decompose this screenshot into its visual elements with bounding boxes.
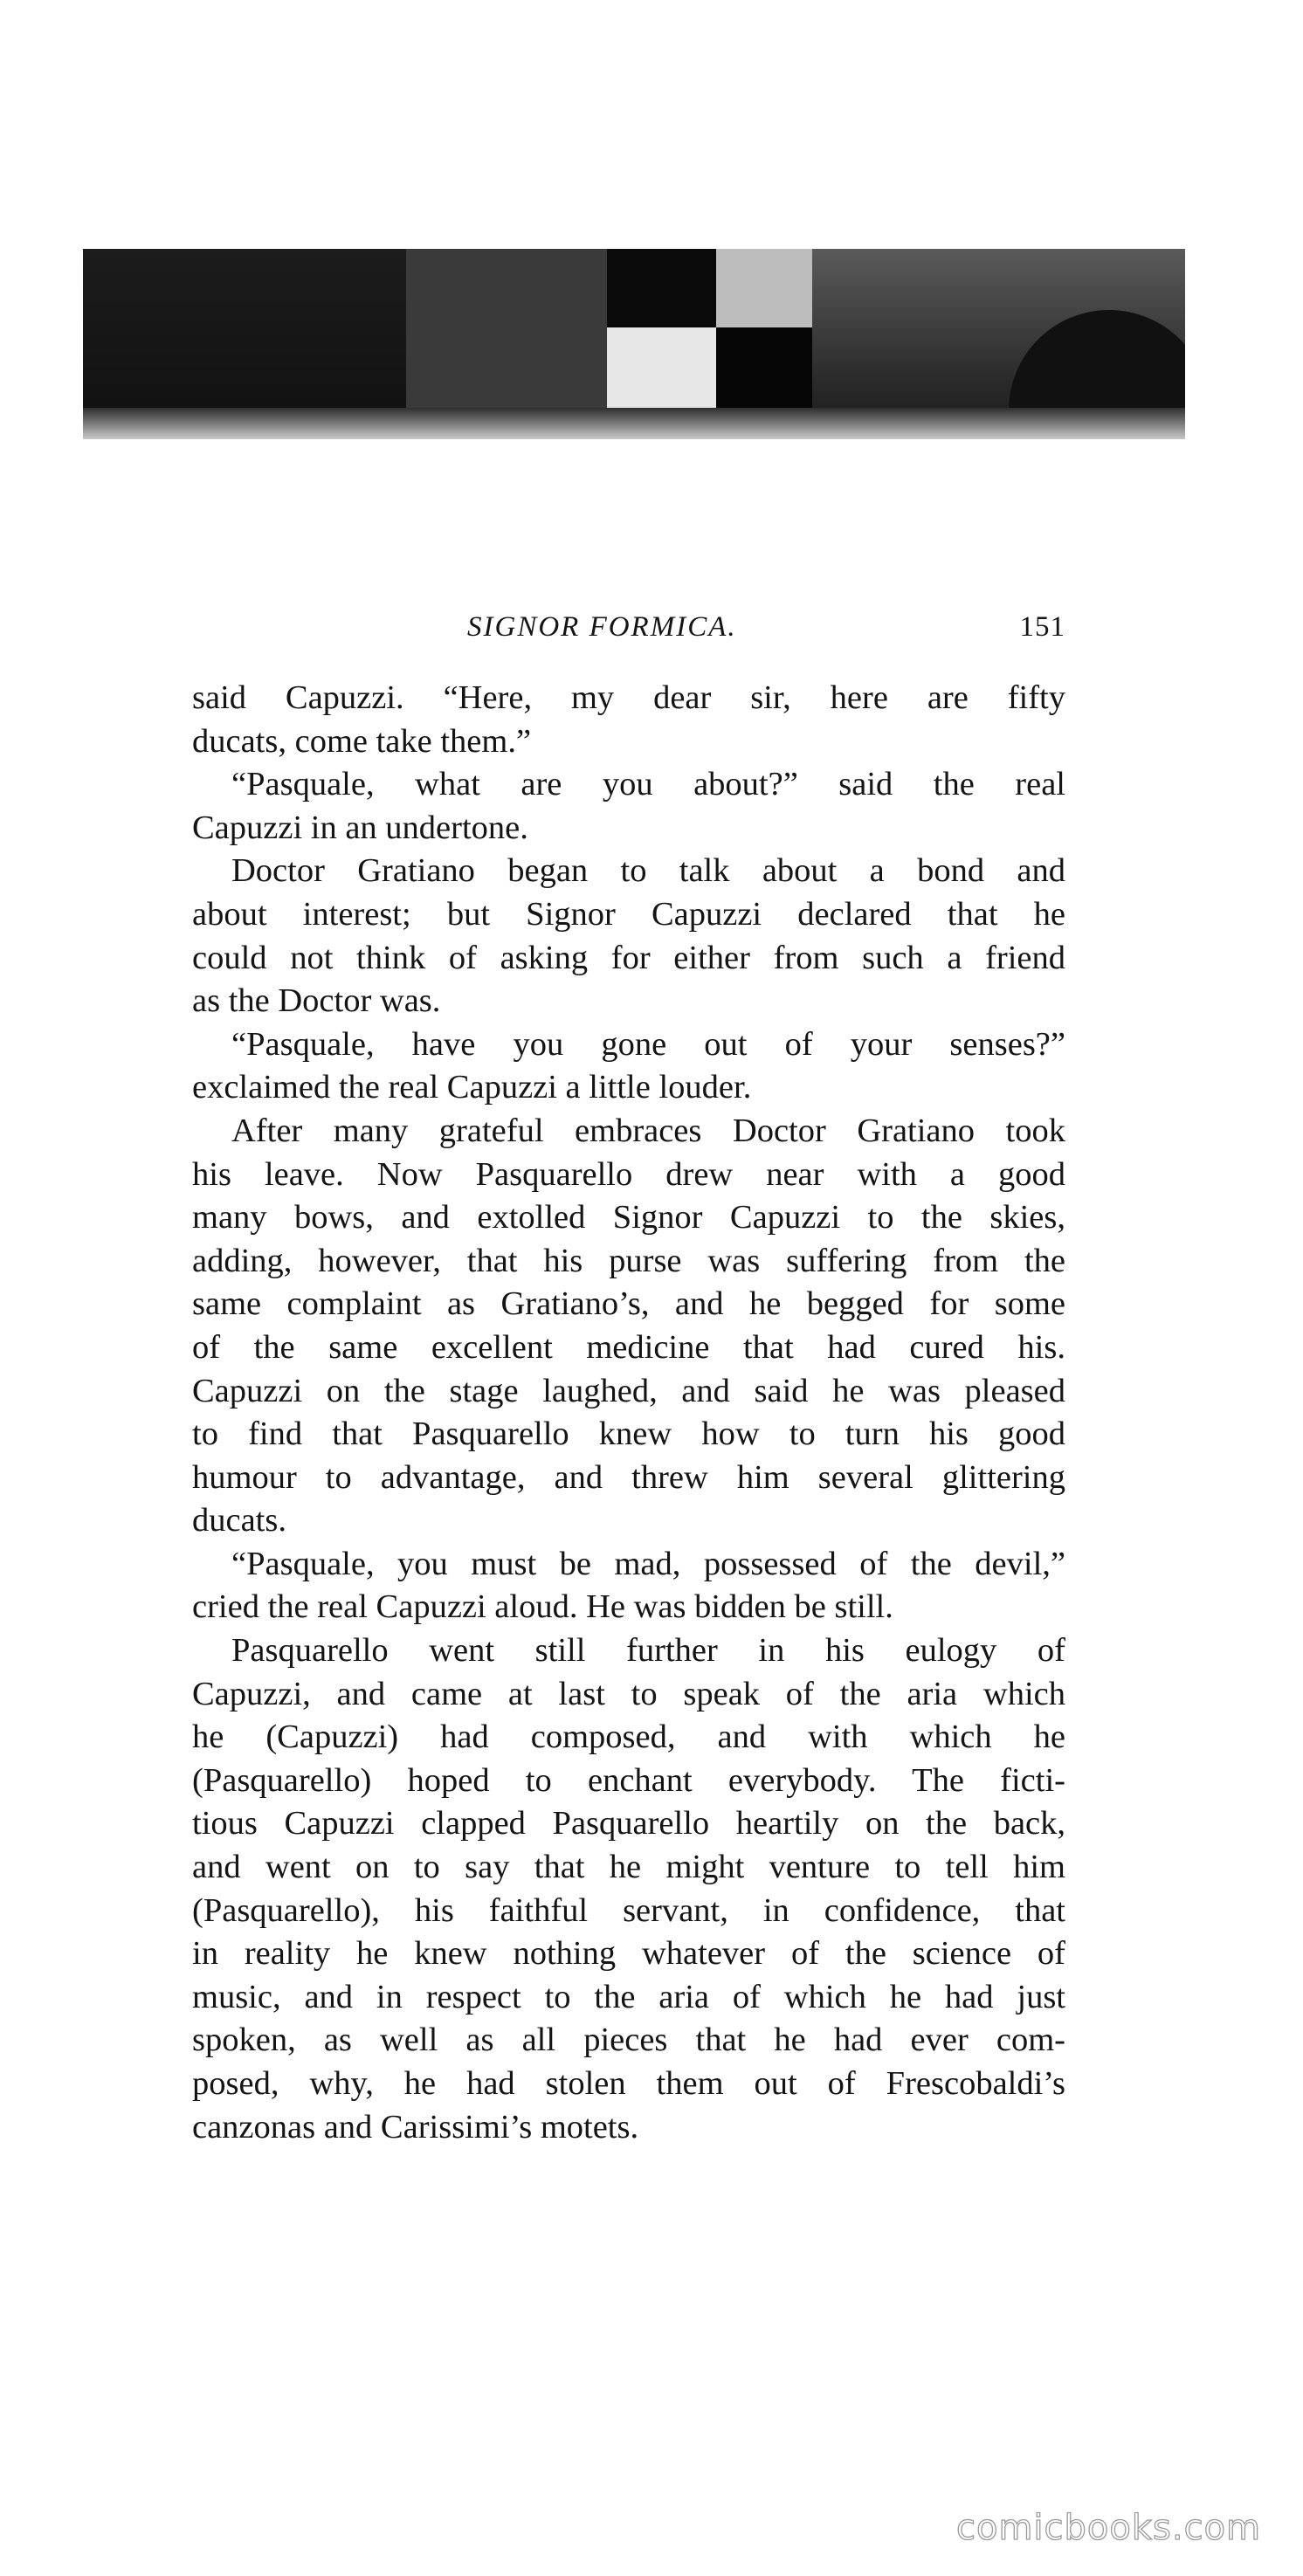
text-line: “Pasquale, what are you about?” said the real — [231, 766, 1065, 803]
text-line: of the same excellent medicine that had cured his. — [192, 1328, 1065, 1366]
text-line: (Pasquarello) hoped to enchant everybody. The ficti- — [192, 1761, 1065, 1799]
plate-door-lower-light — [607, 327, 716, 408]
text-line: tious Capuzzi clapped Pasquarello heartily on the back, — [192, 1805, 1065, 1842]
text-line: about interest; but Signor Capuzzi declared that he — [192, 895, 1065, 933]
text-line: “Pasquale, you must be mad, possessed of the devil,” — [231, 1545, 1065, 1582]
text-line: adding, however, that his purse was suffering from the — [192, 1242, 1065, 1279]
plate-door-upper-dark — [607, 249, 716, 327]
text-line: as the Doctor was. — [192, 982, 441, 1020]
text-line: Capuzzi, and came at last to speak of the aria which — [192, 1675, 1065, 1712]
text-line: “Pasquale, have you gone out of your senses?” — [231, 1025, 1065, 1063]
text-line: exclaimed the real Capuzzi a little louder. — [192, 1069, 752, 1106]
text-line: Doctor Gratiano began to talk about a bond and — [231, 852, 1065, 890]
text-line: said Capuzzi. “Here, my dear sir, here are fifty — [192, 679, 1065, 716]
text-line: in reality he knew nothing whatever of the science of — [192, 1935, 1065, 1973]
plate-door-lower-dark — [716, 327, 812, 408]
text-line: his leave. Now Pasquarello drew near with a good — [192, 1155, 1065, 1193]
text-line: Capuzzi on the stage laughed, and said he was pleased — [192, 1372, 1065, 1409]
text-line: Pasquarello went still further in his eulogy of — [231, 1632, 1065, 1670]
page-number: 151 — [1019, 611, 1065, 643]
text-line: posed, why, he had stolen them out of Frescobaldi’s — [192, 2065, 1065, 2102]
text-line: Capuzzi in an undertone. — [192, 809, 528, 846]
text-line: and went on to say that he might venture to tell him — [192, 1849, 1065, 1886]
text-line: ducats. — [192, 1502, 286, 1539]
text-line: humour to advantage, and threw him several glittering — [192, 1458, 1065, 1496]
text-line: canzonas and Carissimi’s motets. — [192, 2108, 639, 2146]
text-line: same complaint as Gratiano’s, and he begged for some — [192, 1285, 1065, 1323]
text-line: ducats, come take them.” — [192, 722, 532, 760]
text-line: many bows, and extolled Signor Capuzzi to the skies, — [192, 1199, 1065, 1236]
illustration-plate — [83, 249, 1185, 439]
text-line: he (Capuzzi) had composed, and with which he — [192, 1718, 1065, 1756]
text-line: music, and in respect to the aria of which he had just — [192, 1978, 1065, 2015]
text-line: (Pasquarello), his faithful servant, in confidence, that — [192, 1891, 1065, 1929]
text-line: could not think of asking for either from such a friend — [192, 939, 1065, 976]
plate-door-upper-light — [716, 249, 812, 327]
text-line: spoken, as well as all pieces that he had ever com- — [192, 2022, 1065, 2059]
plate-floor — [83, 408, 1185, 439]
text-line: to find that Pasquarello knew how to turn his good — [192, 1415, 1065, 1453]
text-line: After many grateful embraces Doctor Gratiano took — [231, 1112, 1065, 1149]
running-head — [192, 611, 1065, 655]
body-text — [192, 677, 1065, 2149]
watermark: comicbooks.com — [956, 2508, 1262, 2548]
text-line: cried the real Capuzzi aloud. He was bidden be still. — [192, 1588, 893, 1626]
running-title: SIGNOR FORMICA. — [467, 611, 737, 643]
